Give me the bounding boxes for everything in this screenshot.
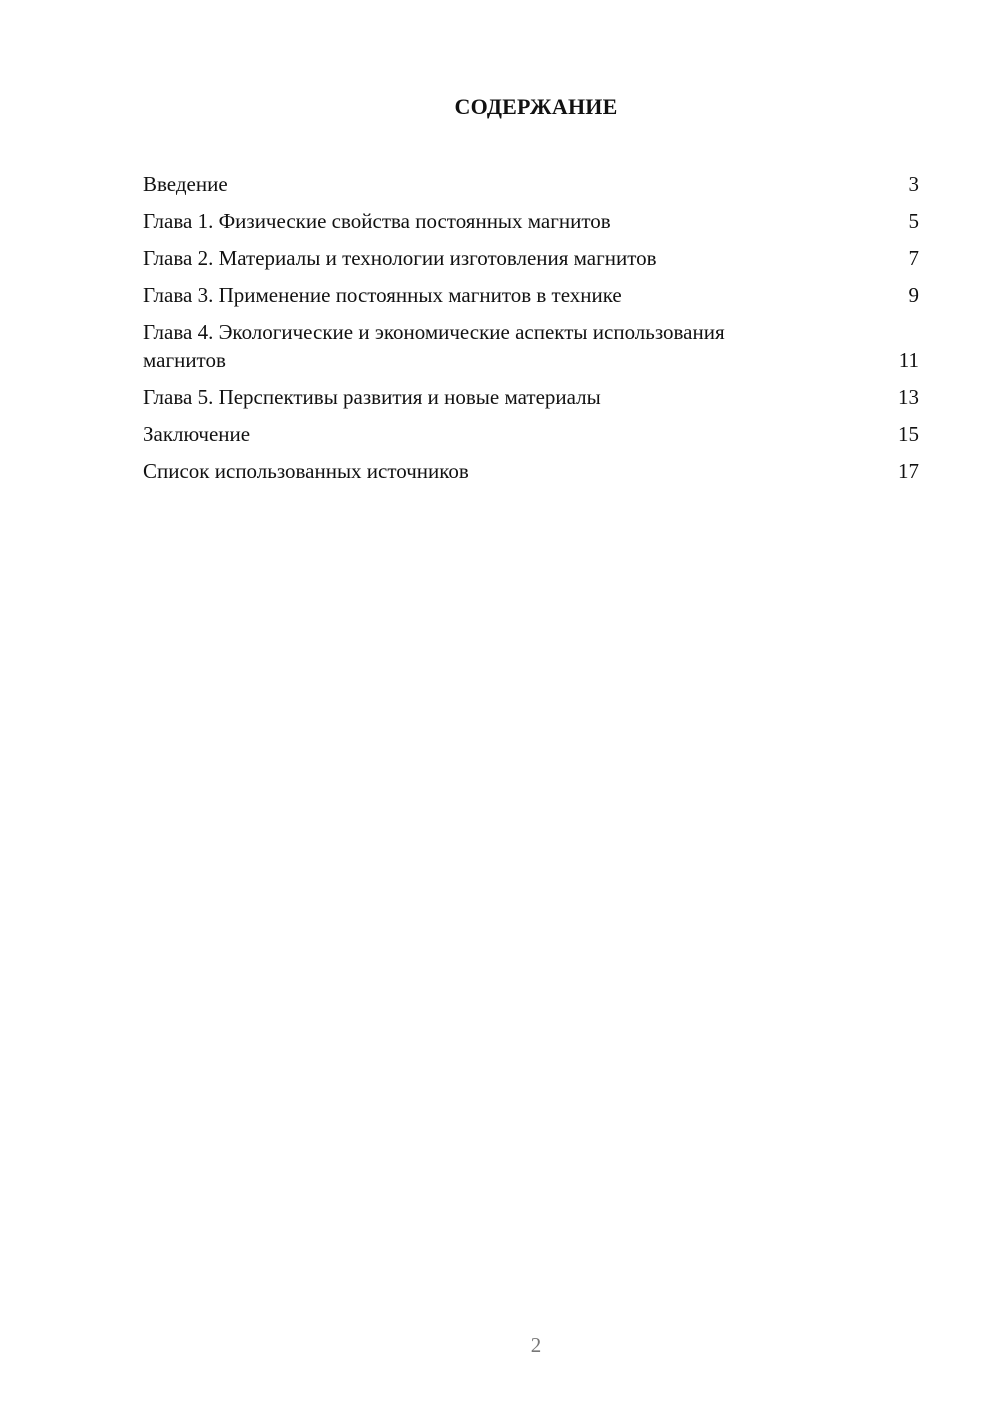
toc-entry-title: Глава 3. Применение постоянных магнитов в технике [143,283,622,307]
toc-entry [143,281,919,309]
table-of-contents [143,170,919,494]
toc-entry-page: 15 [898,422,919,446]
toc-entry-page: 13 [898,385,919,409]
toc-entry [143,207,919,235]
toc-entry-page: 5 [908,209,919,233]
toc-entry [143,318,919,374]
toc-title: СОДЕРЖАНИЕ [454,94,618,119]
toc-entry-title: Заключение [143,422,251,446]
toc-entry-page: 11 [898,348,919,372]
toc-entry [143,420,919,448]
toc-entry-title: Глава 5. Перспективы развития и новые материалы [143,385,601,409]
page-number: 2 [530,1333,542,1357]
toc-entry-page: 17 [898,459,919,483]
toc-entry-title: Глава 4. Экологические и экономические аспекты использования магнитов [143,320,725,372]
toc-entry-page: 9 [908,283,919,307]
toc-entry [143,244,919,272]
toc-entry-title: Глава 2. Материалы и технологии изготовления магнитов [143,246,657,270]
toc-entry-title: Список использованных источников [143,459,469,483]
toc-entry-page: 3 [908,172,919,196]
toc-entry-title: Введение [143,172,228,196]
toc-entry-title: Глава 1. Физические свойства постоянных магнитов [143,209,611,233]
toc-entry [143,383,919,411]
toc-entry [143,170,919,198]
toc-entry [143,457,919,485]
toc-entry-page: 7 [908,246,919,270]
